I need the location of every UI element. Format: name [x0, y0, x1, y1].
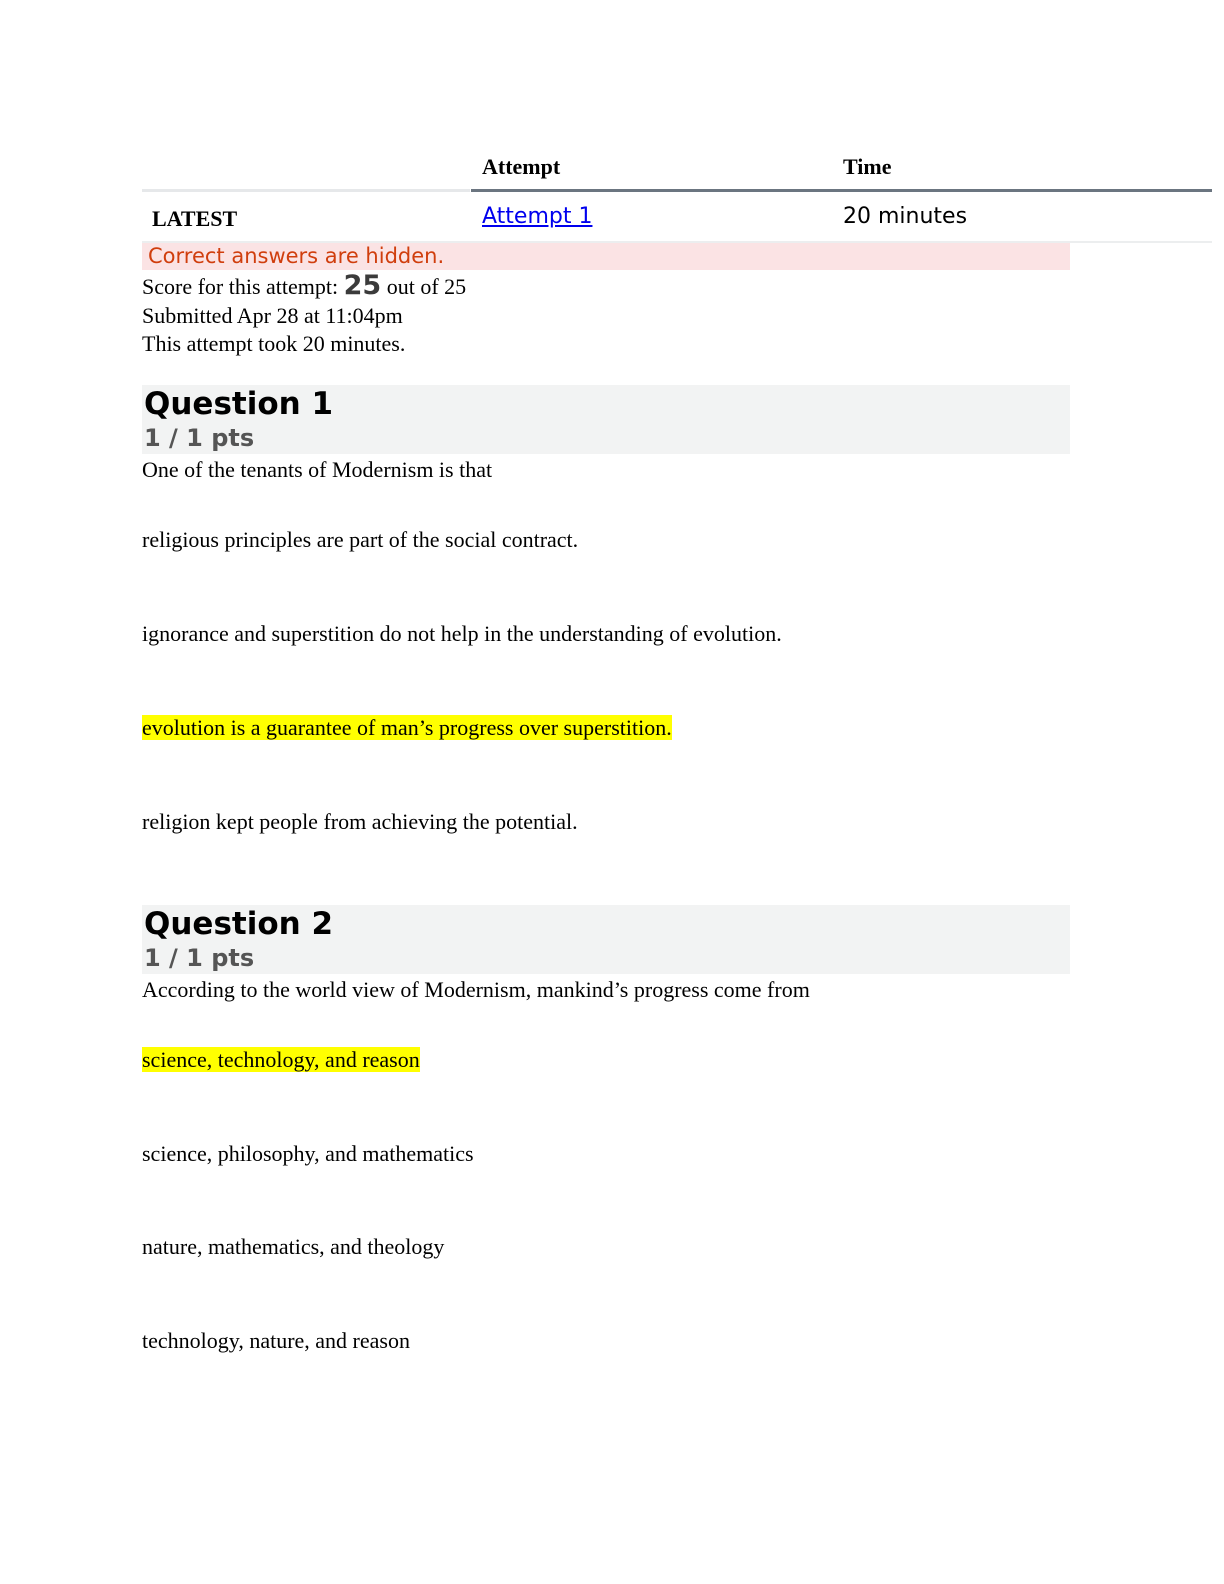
- score-suffix: out of 25: [386, 274, 467, 299]
- question-1-points: 1 / 1 pts: [144, 424, 255, 452]
- attempt-table: [142, 144, 1212, 238]
- question-2-answer-1: [142, 1046, 420, 1074]
- question-2-header: [142, 905, 1070, 974]
- attempt-summary: [142, 272, 466, 359]
- table-header-row: [142, 144, 1212, 190]
- question-1-answer-2: ignorance and superstition do not help in the understanding of evolution.: [142, 621, 782, 646]
- latest-label: LATEST: [152, 206, 238, 231]
- submitted-line: Submitted Apr 28 at 11:04pm: [142, 302, 403, 328]
- question-1-title: Question 1: [144, 386, 334, 422]
- question-1-prompt: One of the tenants of Modernism is that: [142, 457, 493, 482]
- score-line: [142, 272, 466, 302]
- attempt-time: 20 minutes: [843, 204, 968, 229]
- attempt-link[interactable]: Attempt 1: [482, 204, 593, 229]
- question-1-header: [142, 385, 1070, 454]
- question-2-title: Question 2: [144, 906, 334, 942]
- column-header-time: Time: [843, 154, 892, 179]
- question-2-answer-3: nature, mathematics, and theology: [142, 1234, 445, 1259]
- score-value: 25: [343, 270, 382, 301]
- table-row: [142, 192, 1212, 240]
- question-2-prompt: According to the world view of Modernism, mankind’s progress come from: [142, 977, 810, 1002]
- question-1-answer-3: [142, 714, 672, 742]
- question-2-answer-2: science, philosophy, and mathematics: [142, 1141, 474, 1166]
- column-header-attempt: Attempt: [482, 154, 561, 179]
- duration-line: This attempt took 20 minutes.: [142, 331, 406, 356]
- answers-hidden-notice: Correct answers are hidden.: [142, 243, 1070, 270]
- question-1-answer-1: religious principles are part of the social contract.: [142, 527, 579, 552]
- question-2-answer-4: technology, nature, and reason: [142, 1328, 410, 1353]
- highlighted-answer: evolution is a guarantee of man’s progress over superstition.: [142, 715, 672, 740]
- question-1-answer-4: religion kept people from achieving the potential.: [142, 809, 578, 834]
- highlighted-answer: science, technology, and reason: [142, 1047, 420, 1072]
- score-prefix: Score for this attempt:: [142, 274, 339, 299]
- question-2-points: 1 / 1 pts: [144, 944, 255, 972]
